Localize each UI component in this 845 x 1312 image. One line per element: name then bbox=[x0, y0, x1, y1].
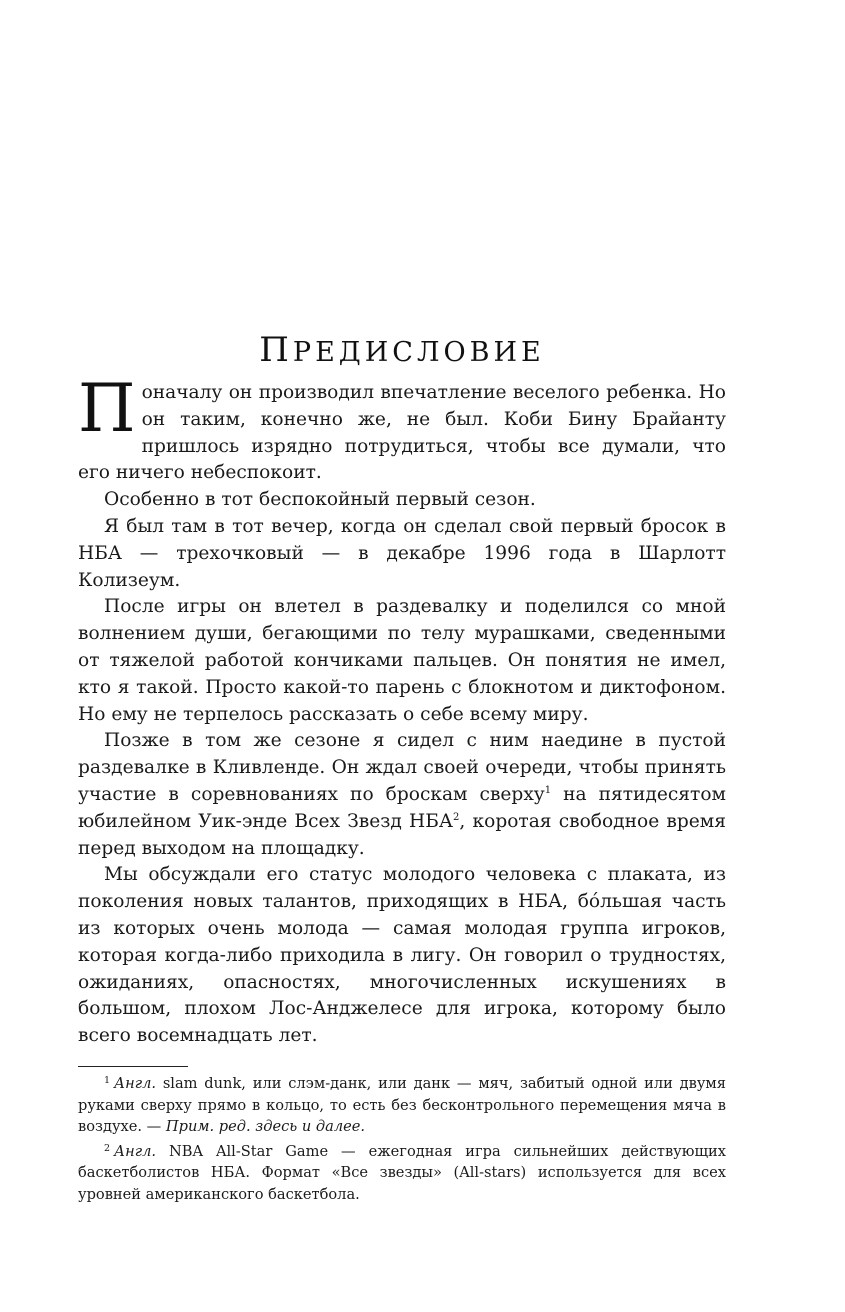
footnote-lang: Англ. bbox=[114, 1075, 157, 1092]
footnotes bbox=[78, 1070, 726, 1205]
footnote-ref-1[interactable]: 1 bbox=[544, 784, 552, 796]
paragraph-6: Мы обсуждали его статус молодого человека с плаката, из поколения новых талантов, приходящих в НБА, бóльшая часть из которых очень молода — самая молодая группа игроков, которая когда-либо приходила в лигу. Он говорил о трудностях, ожиданиях, опасностях, многочисленных искушениях в большом, плохом Лос-Анджелесе для игрока, которому было всего восемнадцать лет. bbox=[78, 864, 726, 1047]
footnote-divider bbox=[78, 1066, 188, 1067]
title-rest: РЕДИСЛОВИЕ bbox=[292, 337, 545, 368]
paragraph-1-text: оначалу он производил впечатление веселого ребенка. Но он таким, конечно же, не был. Коби Бину Брайанту пришлось изрядно потрудиться, чтобы все думали, что его ничего небеспокоит. bbox=[78, 382, 726, 484]
paragraph-1 bbox=[78, 370, 726, 487]
paragraph-3: Я был там в тот вечер, когда он сделал свой первый бросок в НБА — трехочковый — в декабре 1996 года в Шарлотт Колизеум. bbox=[78, 515, 726, 591]
footnote-lang: Англ. bbox=[114, 1142, 157, 1160]
footnote-ref-2[interactable]: 2 bbox=[453, 811, 460, 823]
paragraph-5-part-a: Позже в том же сезоне я сидел с ним наедине в пустой раздевалке в Кливленде. Он ждал своей очереди, чтобы принять участие в соревнованиях по броскам сверху bbox=[78, 730, 726, 805]
paragraph-2: Особенно в тот беспокойный первый сезон. bbox=[104, 489, 536, 511]
footnote-number: 2 bbox=[104, 1142, 111, 1154]
body-text bbox=[78, 370, 726, 1050]
title-capital: П bbox=[259, 330, 293, 370]
chapter-title bbox=[78, 330, 726, 370]
drop-cap: П bbox=[78, 370, 136, 447]
footnote-number: 1 bbox=[104, 1075, 111, 1086]
paragraph-5-part-b: на пятидесятом юбилейном Уик-энде Всех Звезд НБА bbox=[78, 783, 726, 832]
paragraph-5-part-c: , коротая свободное время перед выходом на площадку. bbox=[78, 810, 726, 859]
footnote-text: slam dunk, или слэм-данк, или данк — мяч, забитый одной или двумя руками сверху прямо в кольцо, то есть без бесконтрольного перемещения мяча в воздухе. — bbox=[78, 1075, 726, 1135]
footnote-editor-note: Прим. ред. здесь и далее. bbox=[165, 1118, 366, 1135]
footnote-text: NBA All-Star Game — ежегодная игра сильнейших действующих баскетболистов НБА. Формат «Все звезды» (All-stars) используется для всех уровней американского баскетбола. bbox=[78, 1142, 726, 1203]
footnote-2 bbox=[78, 1138, 726, 1206]
paragraph-4: После игры он влетел в раздевалку и поделился со мной волнением души, бегающими по телу мурашками, сведенными от тяжелой работой кончиками пальцев. Он понятия не имел, кто я такой. Просто какой-то парень с блокнотом и диктофоном. Но ему не терпелось рассказать о себе всему миру. bbox=[78, 596, 726, 725]
footnote-1 bbox=[78, 1070, 726, 1138]
paragraph-5 bbox=[78, 728, 726, 862]
